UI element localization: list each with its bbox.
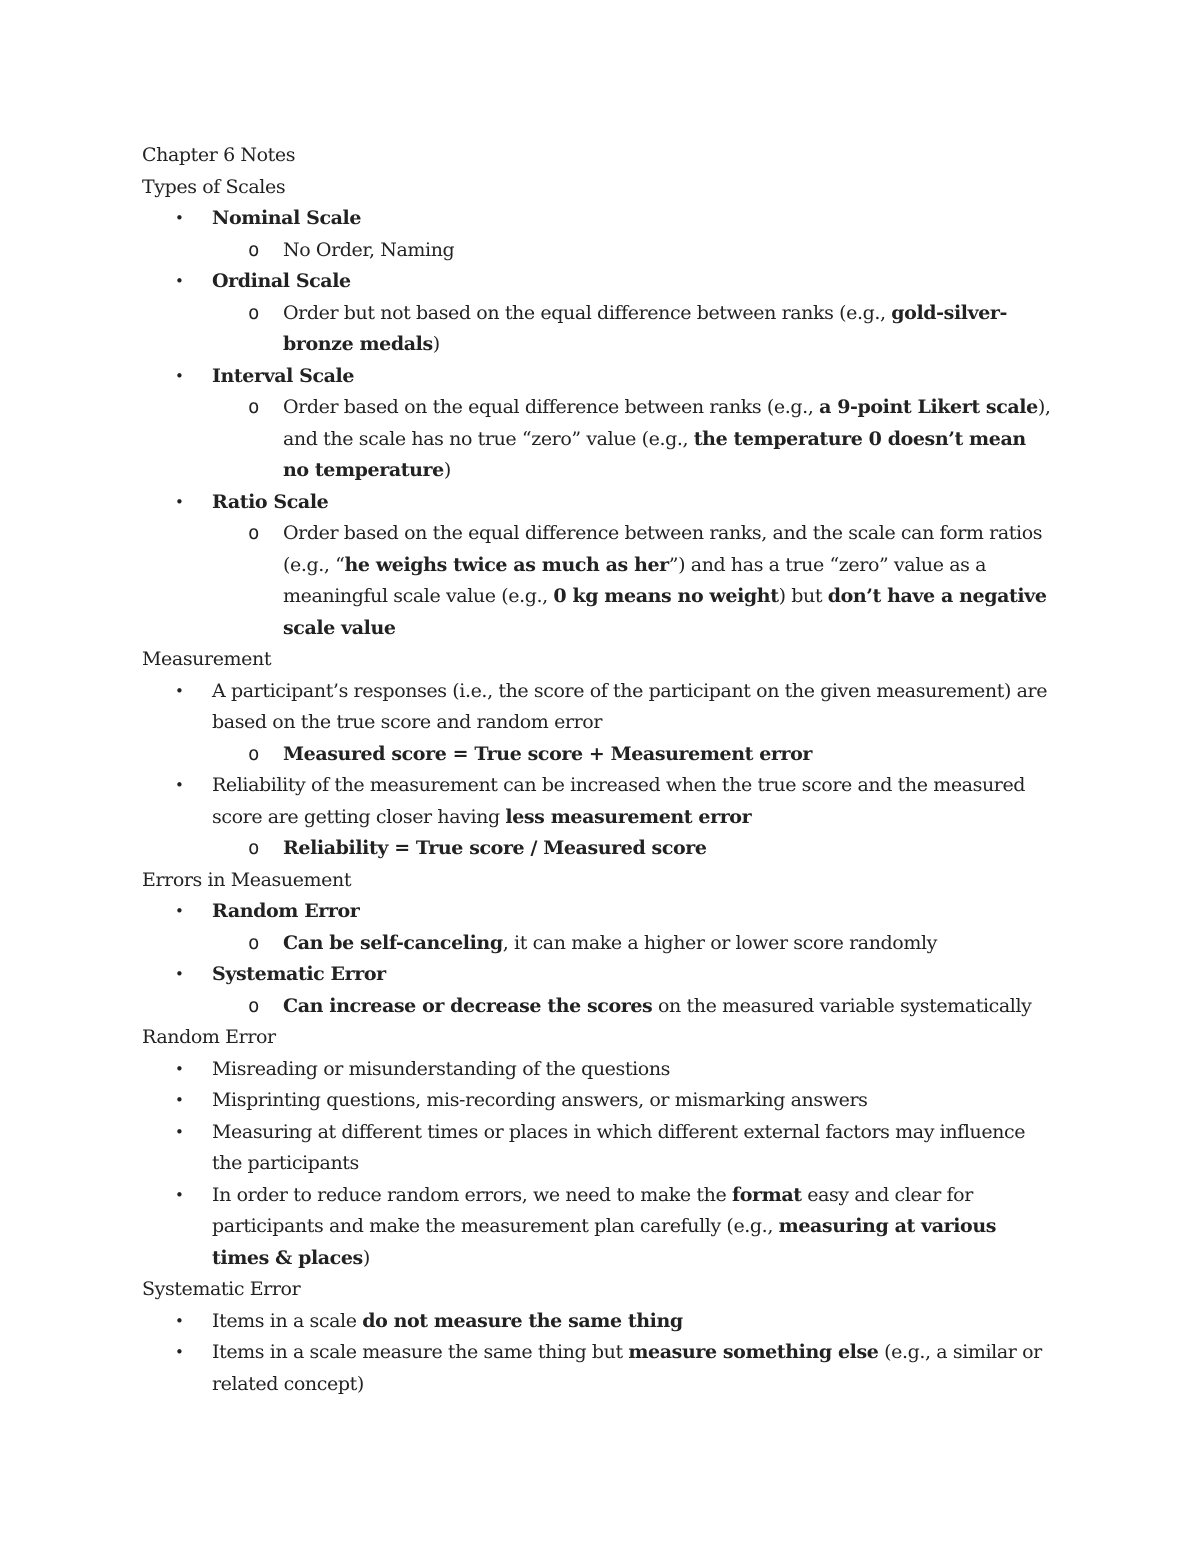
sub-list	[212, 392, 1057, 487]
measured-score-formula: Measured score = True score + Measurement error	[283, 742, 813, 765]
reliability-formula: Reliability = True score / Measured score	[283, 837, 707, 859]
sub-list-item	[283, 991, 1057, 1023]
systematic-error-item-1: Items in a scale	[212, 1309, 363, 1332]
section-heading-random-error: Random Error	[142, 1026, 276, 1048]
list-item	[212, 1306, 1057, 1338]
random-error-bold: Can be self-canceling	[283, 931, 503, 954]
scales-list	[142, 203, 1057, 644]
interval-scale-label: Interval Scale	[212, 364, 355, 387]
sub-list	[212, 518, 1057, 644]
random-error-item-4-b: easy and clear for participants and make the measurement plan carefully (e.g.,	[212, 1183, 973, 1237]
random-error-label: Random Error	[212, 900, 360, 922]
measurement-item-2: Reliability of the measurement can be increased when the true score and the measured score are getting closer having	[212, 774, 1026, 828]
section-heading-errors: Errors in Measuement	[142, 868, 352, 891]
list-item-interval	[212, 361, 1057, 487]
interval-example-1: a 9-point Likert scale	[819, 396, 1038, 418]
measurement-list	[142, 676, 1057, 865]
random-error-item-2: Misprinting questions, mis-recording answers, or mismarking answers	[212, 1089, 868, 1111]
ordinal-desc-end: )	[432, 333, 440, 355]
sub-list-item	[283, 739, 1057, 771]
sub-list	[212, 991, 1057, 1023]
ordinal-example: gold-silver-bronze medals	[283, 301, 1008, 355]
sub-list-item	[283, 928, 1057, 960]
interval-desc-1: Order based on the equal difference between ranks (e.g.,	[283, 396, 820, 418]
systematic-error-item-2: Items in a scale measure the same thing but	[212, 1341, 629, 1363]
ratio-desc-3: ) but	[778, 585, 828, 607]
list-item-systematic-error	[212, 959, 1057, 1022]
systematic-error-item-2-end: (e.g., a similar or related concept)	[212, 1341, 1042, 1395]
list-item	[212, 770, 1057, 865]
sub-list	[212, 928, 1057, 960]
ratio-desc-2: ”) and has a true “zero” value as a meaningful scale value (e.g.,	[283, 553, 987, 607]
sub-list-item	[283, 392, 1057, 487]
list-item	[212, 1085, 1057, 1117]
systematic-error-desc: on the measured variable systematically	[652, 994, 1032, 1017]
systematic-error-bold: Can increase or decrease the scores	[283, 994, 653, 1017]
sub-list-item	[283, 298, 1057, 361]
list-item	[212, 1180, 1057, 1275]
section-heading-systematic-error: Systematic Error	[142, 1278, 301, 1300]
ordinal-scale-label: Ordinal Scale	[212, 270, 351, 292]
ratio-example-1: he weighs twice as much as her	[344, 553, 669, 576]
random-error-item-4-a: In order to reduce random errors, we need to make the	[212, 1183, 732, 1206]
systematic-error-item-1-bold: do not measure the same thing	[362, 1309, 683, 1332]
sub-list	[212, 833, 1057, 865]
ratio-example-2: 0 kg means no weight	[553, 585, 779, 607]
random-error-item-4-c: )	[362, 1246, 370, 1269]
nominal-desc: No Order, Naming	[283, 238, 455, 261]
ordinal-desc: Order but not based on the equal difference between ranks (e.g.,	[283, 301, 892, 324]
list-item-random-error	[212, 896, 1057, 959]
interval-desc-3: )	[443, 459, 451, 481]
sub-list-item	[283, 235, 1057, 267]
interval-example-2: the temperature 0 doesn’t mean no temperature	[283, 427, 1026, 481]
list-item	[212, 676, 1057, 771]
errors-list	[142, 896, 1057, 1022]
random-error-item-4-bold-b: measuring at various times & places	[212, 1215, 997, 1269]
sub-list-item	[283, 833, 1057, 865]
systematic-error-label: Systematic Error	[212, 963, 386, 985]
ratio-scale-label: Ratio Scale	[212, 490, 329, 513]
list-item	[212, 1337, 1057, 1400]
list-item-ratio	[212, 487, 1057, 645]
sub-list-item	[283, 518, 1057, 644]
sub-list	[212, 298, 1057, 361]
systematic-error-list	[142, 1306, 1057, 1401]
random-error-desc: , it can make a higher or lower score randomly	[502, 931, 937, 954]
list-item	[212, 1054, 1057, 1086]
sub-list	[212, 739, 1057, 771]
measurement-item-1: A participant’s responses (i.e., the score of the participant on the given measurement) are based on the true score and random error	[212, 679, 1048, 733]
random-error-list	[142, 1054, 1057, 1275]
interval-desc-2: ), and the scale has no true “zero” value (e.g.,	[283, 396, 1051, 450]
section-heading-measurement: Measurement	[142, 648, 272, 670]
random-error-item-1: Misreading or misunderstanding of the questions	[212, 1057, 671, 1080]
sub-list	[212, 235, 1057, 267]
random-error-item-3: Measuring at different times or places in which different external factors may influence the participants	[212, 1120, 1026, 1174]
list-item-nominal	[212, 203, 1057, 266]
list-item	[212, 1117, 1057, 1180]
systematic-error-item-2-bold: measure something else	[628, 1341, 879, 1363]
nominal-scale-label: Nominal Scale	[212, 207, 362, 229]
random-error-item-4-bold-a: format	[731, 1183, 802, 1206]
ratio-desc-1: Order based on the equal difference between ranks, and the scale can form ratios (e.g., “	[283, 522, 1043, 576]
list-item-ordinal	[212, 266, 1057, 361]
document-body	[142, 140, 1057, 1400]
section-heading-types-of-scales: Types of Scales	[142, 175, 286, 198]
document-title: Chapter 6 Notes	[142, 144, 296, 166]
ratio-example-3: don’t have a negative scale value	[283, 585, 1047, 639]
measurement-item-2-bold: less measurement error	[505, 805, 752, 828]
